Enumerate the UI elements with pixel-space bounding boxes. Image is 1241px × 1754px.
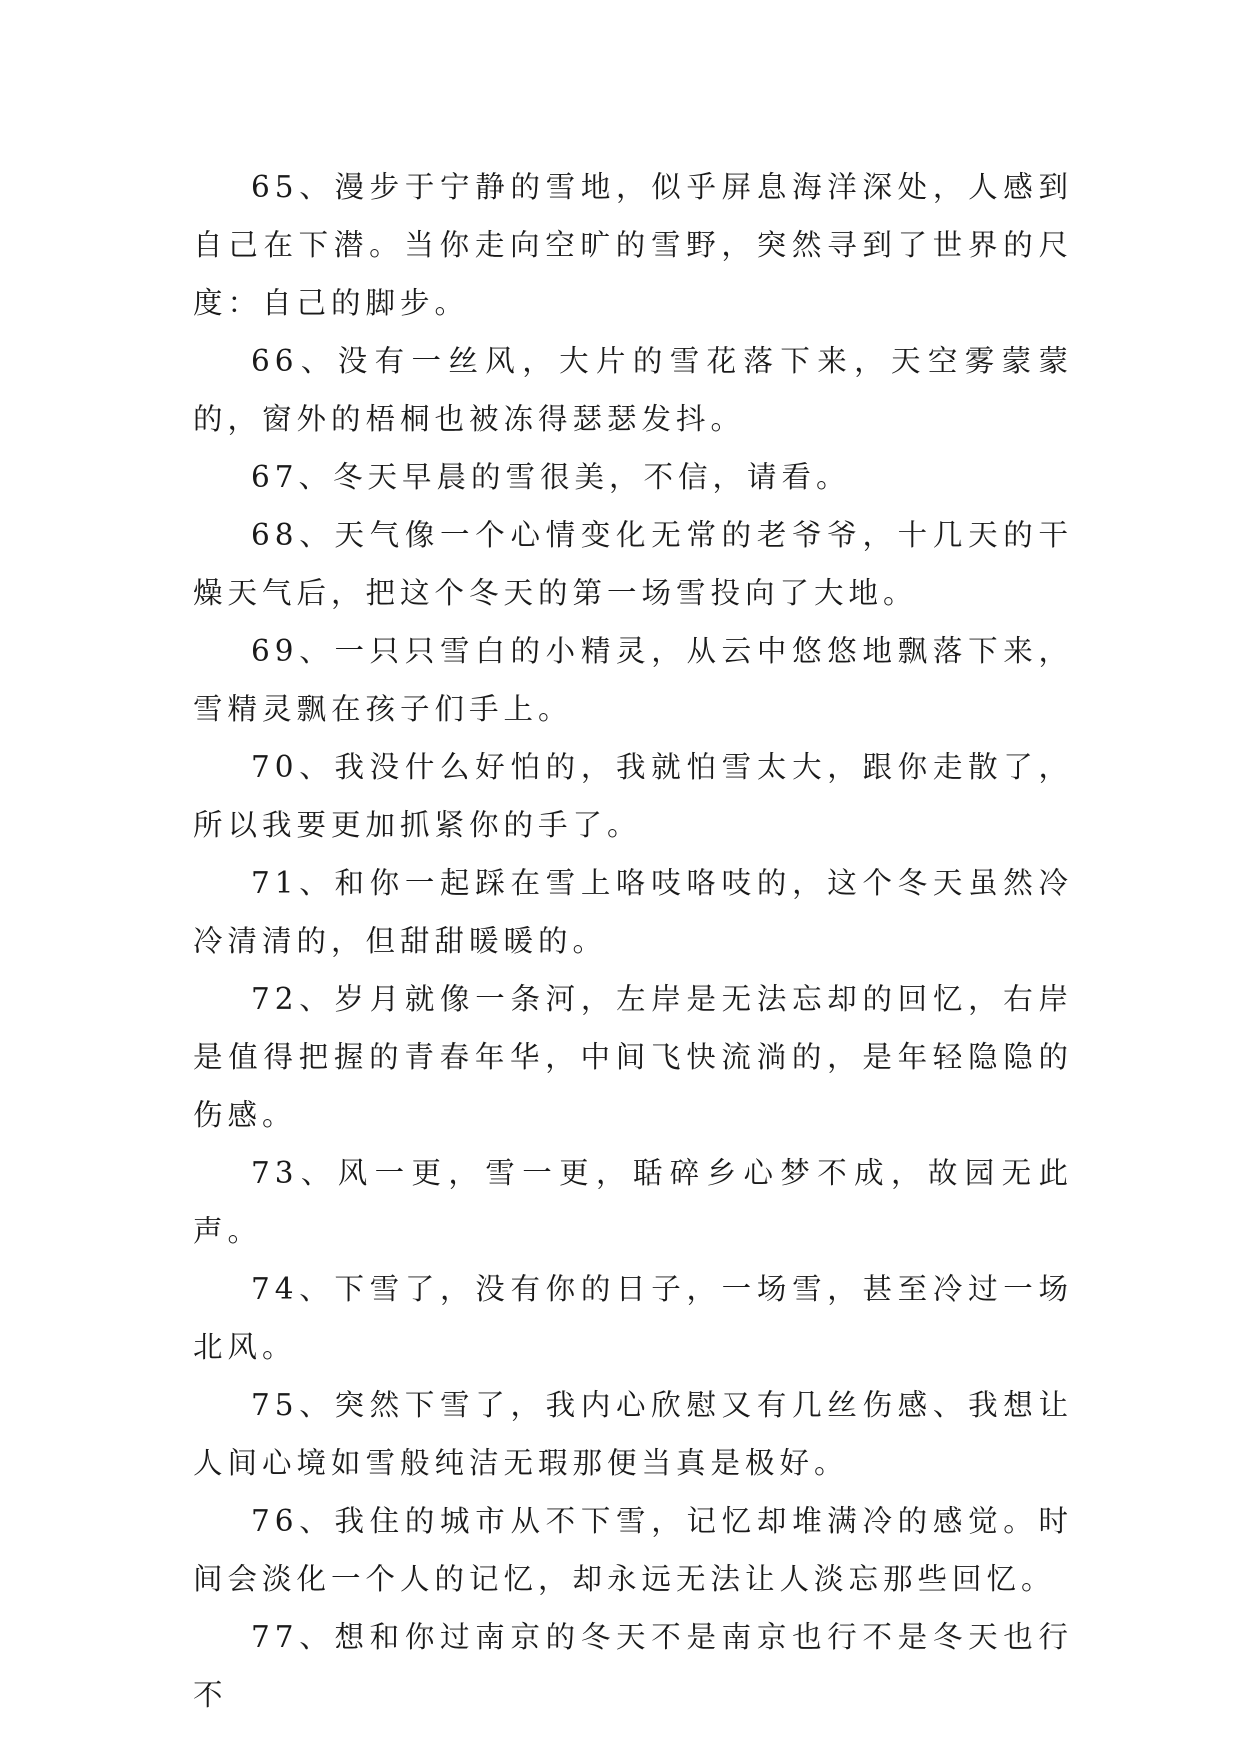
paragraph-72: 72、岁月就像一条河，左岸是无法忘却的回忆，右岸是值得把握的青春年华，中间飞快流淌的，是年轻隐隐的伤感。 — [193, 982, 1073, 1132]
paragraph-75: 75、突然下雪了，我内心欣慰又有几丝伤感、我想让人间心境如雪般纯洁无瑕那便当真是极好。 — [193, 1388, 1073, 1480]
paragraph-74: 74、下雪了，没有你的日子，一场雪，甚至冷过一场北风。 — [193, 1272, 1073, 1364]
paragraph-66: 66、没有一丝风，大片的雪花落下来，天空雾蒙蒙的，窗外的梧桐也被冻得瑟瑟发抖。 — [193, 344, 1073, 436]
paragraph-76: 76、我住的城市从不下雪，记忆却堆满冷的感觉。时间会淡化一个人的记忆，却永远无法让人淡忘那些回忆。 — [193, 1504, 1073, 1596]
paragraph-73: 73、风一更，雪一更，聒碎乡心梦不成，故园无此声。 — [193, 1156, 1073, 1248]
paragraph-65: 65、漫步于宁静的雪地，似乎屏息海洋深处，人感到自己在下潜。当你走向空旷的雪野，突然寻到了世界的尺度：自己的脚步。 — [193, 170, 1073, 320]
document-body — [193, 158, 1073, 1724]
paragraph-70: 70、我没什么好怕的，我就怕雪太大，跟你走散了，所以我要更加抓紧你的手了。 — [193, 750, 1073, 842]
paragraph-77: 77、想和你过南京的冬天不是南京也行不是冬天也行不 — [193, 1620, 1073, 1712]
paragraph-67: 67、冬天早晨的雪很美，不信，请看。 — [251, 460, 851, 494]
paragraph-71: 71、和你一起踩在雪上咯吱咯吱的，这个冬天虽然冷冷清清的，但甜甜暖暖的。 — [193, 866, 1073, 958]
paragraph-69: 69、一只只雪白的小精灵，从云中悠悠地飘落下来，雪精灵飘在孩子们手上。 — [193, 634, 1073, 726]
paragraph-68: 68、天气像一个心情变化无常的老爷爷，十几天的干燥天气后，把这个冬天的第一场雪投向了大地。 — [193, 518, 1073, 610]
